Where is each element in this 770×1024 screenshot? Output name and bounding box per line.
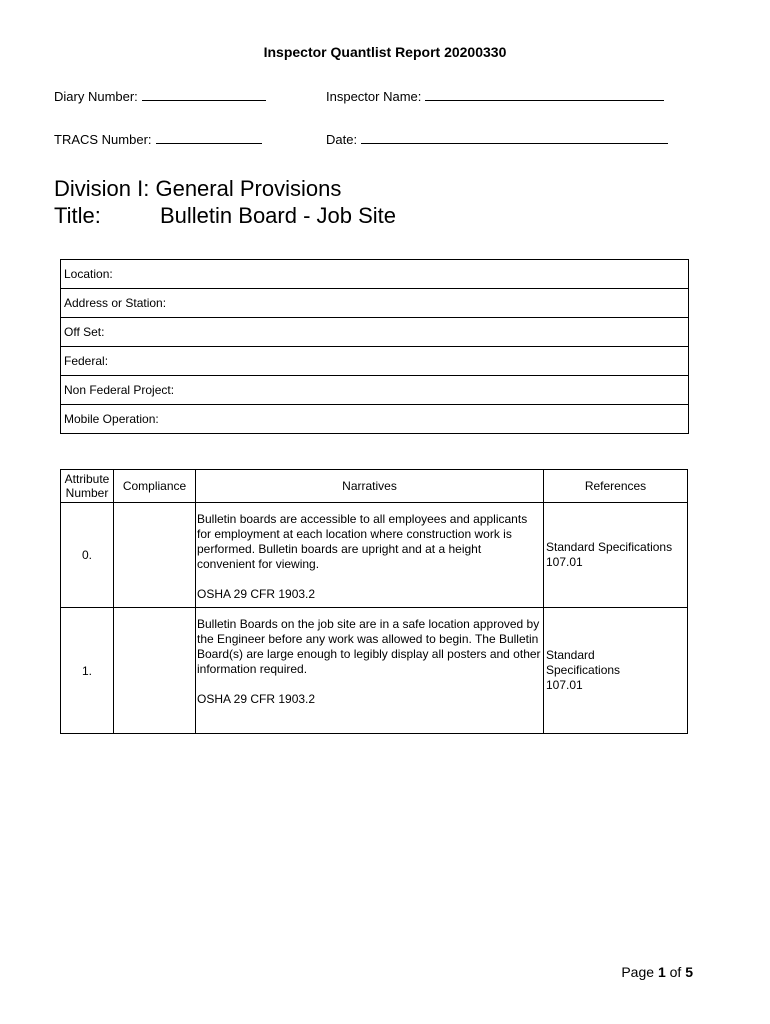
reference-cell: Standard Specifications 107.01	[544, 608, 688, 734]
narrative-text: Bulletin Boards on the job site are in a safe location approved by the Engineer before any work was allowed to begin. The Bulletin Board(s) are large enough to legibly display all posters and other information required.	[197, 617, 541, 676]
osha-reference: OSHA 29 CFR 1903.2	[197, 692, 316, 706]
diary-number-line[interactable]	[142, 89, 266, 101]
title-value: Bulletin Board - Job Site	[160, 203, 397, 228]
page-current: 1	[657, 964, 666, 980]
page-prefix: Page	[621, 964, 655, 980]
page-indicator	[621, 964, 693, 980]
location-row[interactable]: Location:	[61, 260, 689, 289]
date-field[interactable]	[326, 132, 668, 147]
inspector-name-field[interactable]	[326, 89, 664, 104]
title-row	[54, 202, 396, 229]
tracs-number-label: TRACS Number:	[54, 132, 152, 147]
attribute-number-header: Attribute Number	[61, 470, 114, 503]
title-label: Title:	[54, 203, 101, 228]
narrative-cell	[196, 503, 544, 608]
compliance-header: Compliance	[114, 470, 196, 503]
table-row	[61, 503, 688, 608]
narrative-cell	[196, 608, 544, 734]
tracs-number-field[interactable]	[54, 132, 262, 147]
narratives-header: Narratives	[196, 470, 544, 503]
attributes-table	[60, 469, 688, 734]
inspector-name-line[interactable]	[425, 89, 664, 101]
references-header: References	[544, 470, 688, 503]
mobile-operation-row[interactable]: Mobile Operation:	[61, 405, 689, 434]
location-table	[60, 259, 689, 434]
tracs-number-line[interactable]	[156, 132, 262, 144]
attribute-number: 1.	[61, 608, 114, 734]
report-title: Inspector Quantlist Report 20200330	[263, 44, 507, 60]
inspector-name-label: Inspector Name:	[326, 89, 422, 104]
offset-row[interactable]: Off Set:	[61, 318, 689, 347]
table-header-row	[61, 470, 688, 503]
reference-cell: Standard Specifications 107.01	[544, 503, 688, 608]
attribute-number: 0.	[61, 503, 114, 608]
narrative-text: Bulletin boards are accessible to all employees and applicants for employment at each location where construction work is performed. Bulletin boards are upright and at a height convenient for viewing.	[197, 512, 528, 571]
page-of: of	[669, 964, 682, 980]
page-total: 5	[685, 964, 693, 980]
address-station-row[interactable]: Address or Station:	[61, 289, 689, 318]
division-heading	[54, 175, 396, 229]
date-label: Date:	[326, 132, 358, 147]
date-line[interactable]	[361, 132, 668, 144]
division-name: Division I: General Provisions	[54, 176, 342, 201]
non-federal-project-row[interactable]: Non Federal Project:	[61, 376, 689, 405]
diary-number-field[interactable]	[54, 89, 266, 104]
table-row	[61, 608, 688, 734]
compliance-cell[interactable]	[114, 503, 196, 608]
federal-row[interactable]: Federal:	[61, 347, 689, 376]
compliance-cell[interactable]	[114, 608, 196, 734]
osha-reference: OSHA 29 CFR 1903.2	[197, 587, 316, 601]
diary-number-label: Diary Number:	[54, 89, 138, 104]
